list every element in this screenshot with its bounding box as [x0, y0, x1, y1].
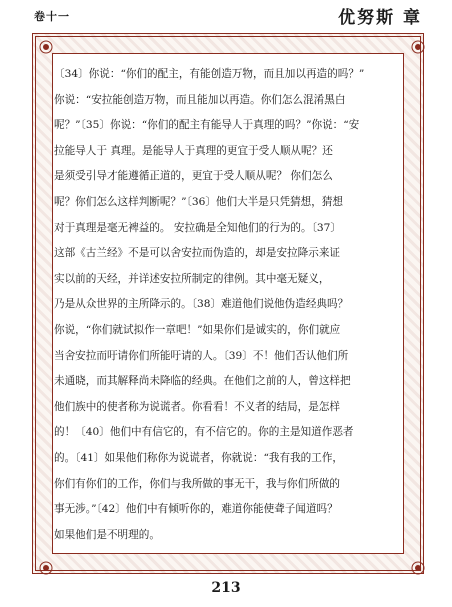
page-number: 213 — [211, 580, 241, 596]
text-line: 的。〔41〕如果他们称你为说谎者，你就说：“我有我的工作， — [54, 451, 344, 464]
text-line: 是须受引导才能遵循正道的，更宜于受人顺从呢？ 你们怎么 — [54, 170, 333, 183]
text-line: 他们族中的使者称为说谎者。你看看！不义者的结局，是怎样 — [54, 400, 341, 413]
scripture-text — [54, 62, 394, 548]
text-line: 〔34〕你说：“你们的配主，有能创造万物，而且加以再造的吗？” — [54, 68, 365, 80]
text-line: 当舍安拉而吁请你们所能吁请的人。〔39〕不！他们否认他们所 — [54, 349, 349, 362]
page-header — [0, 0, 452, 30]
text-line: 呢？你们怎么这样判断呢？”〔36〕他们大半是只凭猜想，猜想 — [54, 195, 344, 208]
text-line: 你说：“安拉能创造万物，而且能加以再造。你们怎么混淆黑白 — [54, 93, 346, 106]
text-line: 你们有你们的工作，你们与我所做的事无干，我与你们所做的 — [54, 477, 341, 490]
chapter-title: 优努斯 章 — [338, 8, 422, 28]
text-line: 未通晓，而其解释尚未降临的经典。在他们之前的人，曾这样把 — [54, 375, 351, 388]
text-line: 这部《古兰经》不是可以舍安拉而伪造的，却是安拉降示来证 — [54, 247, 341, 260]
volume-label: 卷十一 — [34, 10, 70, 23]
text-line: 如果他们是不明理的。 — [54, 528, 160, 541]
text-line: 对于真理是毫无裨益的。 安拉确是全知他们的行为的。〔37〕 — [54, 221, 341, 234]
text-line: 拉能导人于 真理。是能导人于真理的更宜于受人顺从呢？还 — [54, 144, 333, 157]
text-line: 呢？”〔35〕你说：“你们的配主有能导人于真理的吗？”你说：“安 — [54, 119, 360, 132]
text-line: 你说，“你们就试拟作一章吧！”如果你们是诚实的，你们就应 — [54, 323, 341, 336]
text-line: 乃是从众世界的主所降示的。〔38〕难道他们说他伪造经典吗？ — [54, 298, 349, 311]
text-line: 事无涉。”〔42〕他们中有倾听你的，难道你能使聋子闻道吗？ — [54, 503, 338, 516]
text-line: 的！〔40〕他们中有信它的，有不信它的。你的主是知道作恶者 — [54, 426, 354, 439]
text-line: 实以前的天经，并详述安拉所制定的律例。其中毫无疑义， — [54, 272, 330, 285]
